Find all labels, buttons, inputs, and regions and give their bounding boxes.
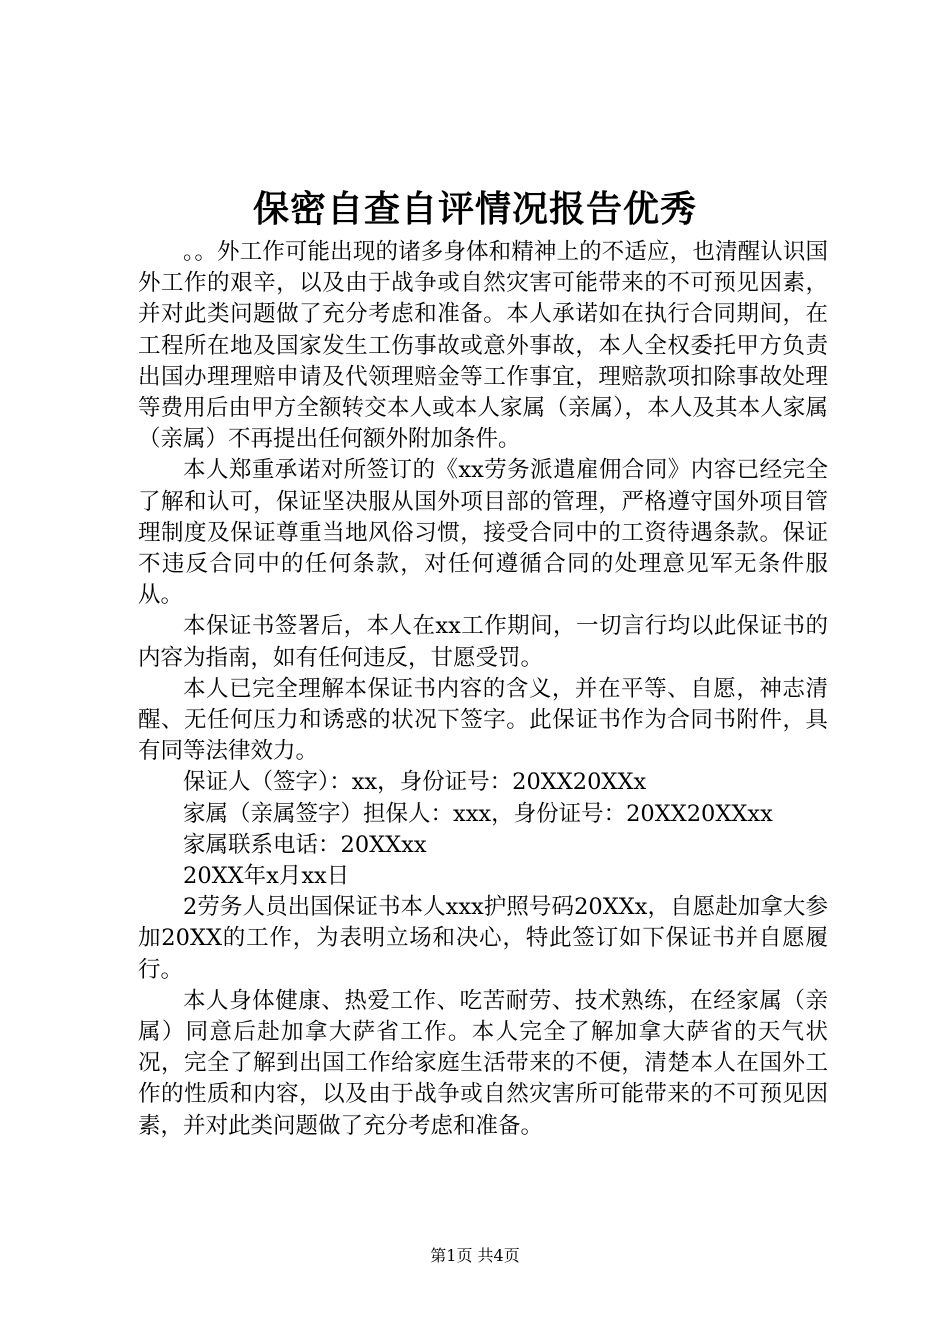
document-body [138,237,828,1142]
paragraph-2: 本人郑重承诺对所签订的《xx劳务派遣雇佣合同》内容已经完全了解和认可，保证坚决服从国外项目部的管理，严格遵守国外项目管理制度及保证尊重当地风俗习惯，接受合同中的工资待遇条款。保证不违反合同中的任何条款，对任何遵循合同的处理意见军无条件服从。 [138,457,828,609]
page-indicator: 第1页 共4页 [430,1246,520,1265]
paragraph-3: 本保证书签署后，本人在xx工作期间，一切言行均以此保证书的内容为指南，如有任何违反，甘愿受罚。 [138,613,828,671]
paragraph-6: 本人身体健康、热爱工作、吃苦耐劳、技术熟练，在经家属（亲属）同意后赴加拿大萨省工作。本人完全了解加拿大萨省的天气状况，完全了解到出国工作给家庭生活带来的不便，清楚本人在国外工作的性质和内容，以及由于战争或自然灾害所可能带来的不可预见因素，并对此类问题做了充分考虑和准备。 [138,987,828,1139]
paragraph-4: 本人已完全理解本保证书内容的含义，并在平等、自愿，神志清醒、无任何压力和诱惑的状况下签字。此保证书作为合同书附件，具有同等法律效力。 [138,675,828,765]
date-line: 20XX年x月xx日 [183,863,350,890]
family-phone-line: 家属联系电话：20XXxx [183,831,427,858]
guarantor-signature-line: 保证人（签字）：xx，身份证号：20XX20XXx [183,769,647,796]
family-guarantor-line: 家属（亲属签字）担保人：xxx，身份证号：20XX20XXxx [183,800,773,827]
paragraph-1: 。。外工作可能出现的诸多身体和精神上的不适应，也清醒认识国外工作的艰辛，以及由于战争或自然灾害可能带来的不可预见因素，并对此类问题做了充分考虑和准备。本人承诺如在执行合同期间，在工程所在地及国家发生工伤事故或意外事故，本人全权委托甲方负责出国办理理赔申请及代领理赔金等工作事宜，理赔款项扣除事故处理等费用后由甲方全额转交本人或本人家属（亲属），本人及其本人家属（亲属）不再提出任何额外附加条件。 [138,239,828,453]
page-title: 保密自查自评情况报告优秀 [252,188,697,230]
paragraph-5: 2劳务人员出国保证书本人xxx护照号码20XXx，自愿赴加拿大参加20XX的工作，为表明立场和决心，特此签订如下保证书并自愿履行。 [138,894,828,983]
